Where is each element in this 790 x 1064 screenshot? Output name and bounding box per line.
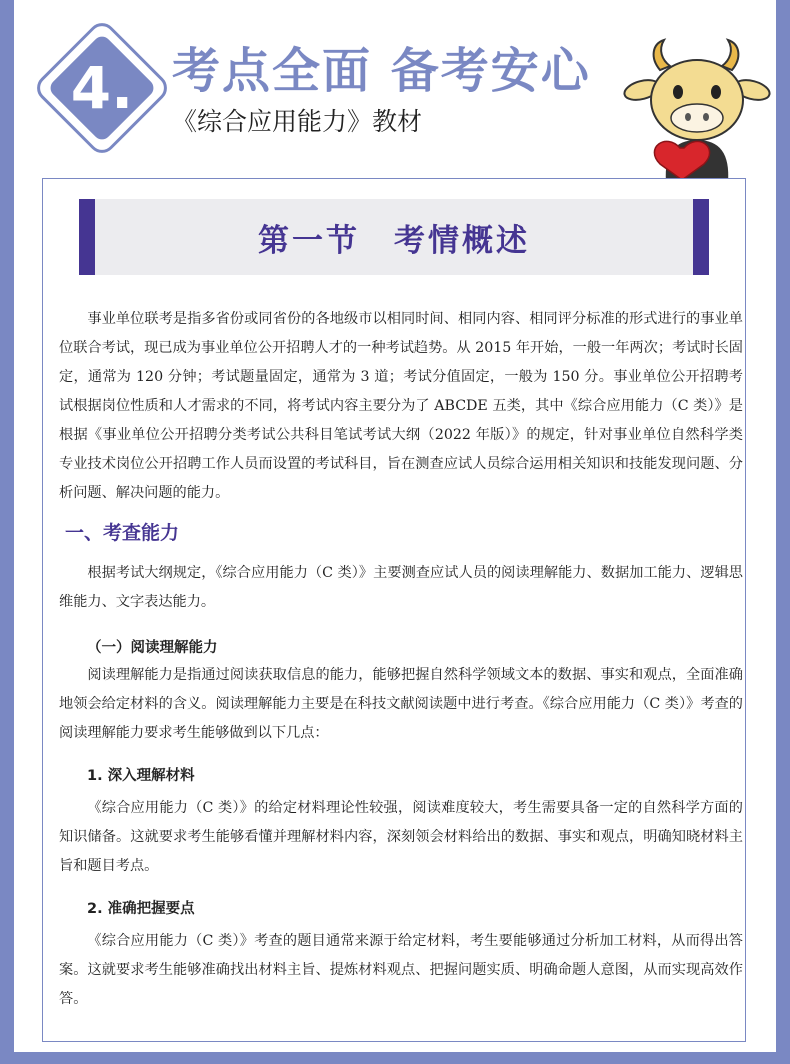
page-frame-left: [0, 0, 14, 1064]
heading-exam-abilities: 一、考查能力: [65, 522, 180, 544]
banner-bar-left: [79, 199, 95, 275]
section-banner: [79, 199, 709, 275]
grasp-key-points-paragraph: 《综合应用能力（C 类）》考查的题目通常来源于给定材料，考生要能够通过分析加工材料，从而得出答案。这就要求考生能够准确找出材料主旨、提炼材料观点、把握问题实质、明确命题人意图，从而实现高效作答。: [59, 933, 743, 1007]
cow-mascot-icon: [622, 36, 772, 182]
subheadline: 《综合应用能力》教材: [172, 107, 423, 136]
article-body: [59, 305, 743, 1014]
intro-paragraph: 事业单位联考是指多省份或同省份的各地级市以相同时间、相同内容、相同评分标准的形式进行的事业单位联合考试，现已成为事业单位公开招聘人才的一种考试趋势。从 2015 年开始，一般一年两次；考试时长固定，通常为 120 分钟；考试题量固定，通常为 3 道；考试分值固定，一般为 150 分。事业单位公开招聘考试根据岗位性质和人才需求的不同，将考试内容主要分为了 ABCDE 五类，其中《综合应用能力（C 类）》是根据《事业单位公开招聘分类考试公共科目笔试考试大纲（2022 年版）》的规定，针对事业单位自然科学类专业技术岗位公开招聘工作人员而设置的考试科目，旨在测查应试人员综合运用相关知识和技能发现问题、分析问题、解决问题的能力。: [59, 311, 743, 501]
section-title: 第一节 考情概述: [258, 222, 530, 259]
heading-grasp-key-points: 2. 准确把握要点: [87, 901, 195, 917]
ability-paragraph: 根据考试大纲规定，《综合应用能力（C 类）》主要测查应试人员的阅读理解能力、数据加工能力、逻辑思维能力、文字表达能力。: [59, 565, 743, 610]
page-frame-bottom: [0, 1052, 790, 1064]
reading-paragraph: 阅读理解能力是指通过阅读获取信息的能力，能够把握自然科学领域文本的数据、事实和观点，全面准确地领会给定材料的含义。阅读理解能力主要是在科技文献阅读题中进行考查。《综合应用能力（C 类）》考查的阅读理解能力要求考生能够做到以下几点：: [59, 667, 743, 741]
heading-deep-understanding: 1. 深入理解材料: [87, 768, 195, 784]
headline: 考点全面 备考安心: [172, 43, 591, 99]
banner-bar-right: [693, 199, 709, 275]
heading-reading-ability: （一）阅读理解能力: [87, 640, 218, 656]
page-frame-right: [776, 0, 790, 1064]
badge-number: 4.: [70, 54, 134, 122]
deep-understanding-paragraph: 《综合应用能力（C 类）》的给定材料理论性较强，阅读难度较大，考生需要具备一定的自然科学方面的知识储备。这就要求考生能够看懂并理解材料内容，深刻领会材料给出的数据、事实和观点，明确知晓材料主旨和题目考点。: [59, 800, 743, 874]
content-panel: [42, 178, 746, 1042]
